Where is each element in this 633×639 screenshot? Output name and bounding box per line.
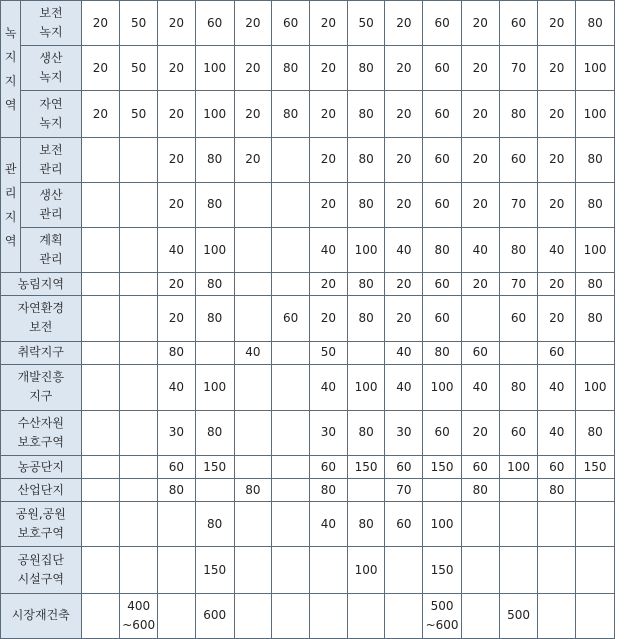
- ratio-cell: 600: [195, 593, 234, 638]
- ratio-cell: 70: [385, 479, 423, 502]
- ratio-cell: 20: [158, 137, 196, 182]
- ratio-cell: 20: [461, 1, 499, 46]
- ratio-cell: 20: [385, 91, 423, 137]
- ratio-cell: 60: [423, 46, 462, 91]
- ratio-cell: 100: [195, 91, 234, 137]
- ratio-cell: 40: [234, 341, 272, 364]
- ratio-cell: 30: [310, 410, 348, 455]
- ratio-cell: 80: [576, 182, 615, 227]
- ratio-cell: 80: [272, 46, 310, 91]
- ratio-cell: 60: [158, 456, 196, 479]
- zone-row-label: 자연 녹지: [21, 91, 81, 137]
- ratio-cell: 70: [499, 46, 538, 91]
- ratio-cell: 20: [234, 91, 272, 137]
- ratio-cell: 20: [538, 1, 576, 46]
- ratio-cell: 70: [499, 182, 538, 227]
- table-row: [1, 1, 615, 46]
- ratio-cell: 50: [120, 91, 158, 137]
- ratio-cell: 20: [538, 137, 576, 182]
- ratio-cell: 80: [195, 137, 234, 182]
- ratio-cell: 40: [461, 228, 499, 273]
- zone-row-label: 산업단지: [1, 479, 82, 502]
- ratio-cell: 70: [499, 273, 538, 296]
- ratio-cell: 20: [310, 137, 348, 182]
- ratio-cell: [120, 547, 158, 593]
- ratio-cell: 100: [576, 46, 615, 91]
- ratio-cell: 80: [347, 182, 385, 227]
- zone-row-label: 보전 녹지: [21, 1, 81, 46]
- ratio-cell: [120, 456, 158, 479]
- ratio-cell: 20: [158, 296, 196, 341]
- zone-row-label: 공원,공원 보호구역: [1, 502, 82, 547]
- ratio-cell: [347, 593, 385, 638]
- table-row: [1, 91, 615, 137]
- ratio-cell: [234, 273, 272, 296]
- ratio-cell: [234, 182, 272, 227]
- ratio-cell: [272, 456, 310, 479]
- ratio-cell: [120, 410, 158, 455]
- ratio-cell: 80: [195, 182, 234, 227]
- ratio-cell: 20: [158, 182, 196, 227]
- ratio-cell: [81, 456, 120, 479]
- ratio-cell: [272, 593, 310, 638]
- ratio-cell: [385, 593, 423, 638]
- ratio-cell: 40: [385, 228, 423, 273]
- ratio-cell: [576, 593, 615, 638]
- ratio-cell: [310, 547, 348, 593]
- ratio-cell: 20: [310, 182, 348, 227]
- ratio-cell: [272, 502, 310, 547]
- ratio-cell: 20: [385, 273, 423, 296]
- table-row: [1, 273, 615, 296]
- ratio-cell: 80: [310, 479, 348, 502]
- ratio-cell: [499, 502, 538, 547]
- table-row: [1, 547, 615, 593]
- ratio-cell: 20: [385, 137, 423, 182]
- ratio-cell: [576, 479, 615, 502]
- ratio-cell: 80: [347, 137, 385, 182]
- ratio-cell: [234, 410, 272, 455]
- ratio-cell: [576, 502, 615, 547]
- ratio-cell: 20: [81, 46, 120, 91]
- ratio-cell: 40: [385, 364, 423, 410]
- ratio-cell: [272, 410, 310, 455]
- ratio-cell: [461, 502, 499, 547]
- ratio-cell: 80: [499, 364, 538, 410]
- ratio-cell: [272, 479, 310, 502]
- ratio-cell: 20: [538, 91, 576, 137]
- ratio-cell: 20: [538, 46, 576, 91]
- ratio-cell: [120, 341, 158, 364]
- ratio-cell: [576, 341, 615, 364]
- ratio-cell: 150: [423, 547, 462, 593]
- ratio-cell: 60: [423, 1, 462, 46]
- ratio-cell: [120, 296, 158, 341]
- ratio-cell: 100: [195, 228, 234, 273]
- ratio-cell: 50: [120, 1, 158, 46]
- ratio-cell: [499, 479, 538, 502]
- ratio-cell: [234, 228, 272, 273]
- zone-row-label: 수산자원 보호구역: [1, 410, 82, 455]
- ratio-cell: 40: [158, 228, 196, 273]
- table-row: [1, 137, 615, 182]
- ratio-cell: 80: [272, 91, 310, 137]
- ratio-cell: 40: [385, 341, 423, 364]
- ratio-cell: 80: [423, 341, 462, 364]
- ratio-cell: 40: [461, 364, 499, 410]
- ratio-cell: [81, 228, 120, 273]
- ratio-cell: 80: [195, 502, 234, 547]
- ratio-cell: 20: [461, 273, 499, 296]
- table-body: [1, 1, 615, 639]
- ratio-cell: 30: [385, 410, 423, 455]
- ratio-cell: [234, 502, 272, 547]
- ratio-cell: 20: [385, 182, 423, 227]
- ratio-cell: 80: [158, 341, 196, 364]
- table-row: [1, 364, 615, 410]
- ratio-cell: 150: [347, 456, 385, 479]
- ratio-cell: [120, 182, 158, 227]
- ratio-cell: 60: [461, 456, 499, 479]
- ratio-cell: [538, 502, 576, 547]
- ratio-cell: 20: [461, 91, 499, 137]
- ratio-cell: [81, 364, 120, 410]
- ratio-cell: 80: [576, 137, 615, 182]
- ratio-cell: 80: [158, 479, 196, 502]
- ratio-cell: [81, 593, 120, 638]
- ratio-cell: [461, 296, 499, 341]
- zone-row-label: 계획 관리: [21, 228, 81, 273]
- ratio-cell: [234, 547, 272, 593]
- table-row: [1, 456, 615, 479]
- ratio-cell: 60: [499, 1, 538, 46]
- ratio-cell: 60: [499, 296, 538, 341]
- ratio-cell: 40: [538, 410, 576, 455]
- ratio-cell: [158, 502, 196, 547]
- table-row: [1, 593, 615, 638]
- ratio-cell: [272, 182, 310, 227]
- table-row: [1, 296, 615, 341]
- ratio-cell: 50: [347, 1, 385, 46]
- ratio-cell: 60: [538, 341, 576, 364]
- ratio-cell: 30: [158, 410, 196, 455]
- zone-row-label: 보전 관리: [21, 137, 81, 182]
- ratio-cell: 40: [310, 228, 348, 273]
- table-row: [1, 182, 615, 227]
- ratio-cell: 20: [538, 182, 576, 227]
- ratio-cell: 80: [347, 91, 385, 137]
- ratio-cell: [234, 296, 272, 341]
- ratio-cell: 80: [195, 296, 234, 341]
- ratio-cell: 20: [81, 91, 120, 137]
- ratio-cell: [81, 479, 120, 502]
- ratio-cell: [538, 547, 576, 593]
- ratio-cell: 20: [385, 1, 423, 46]
- ratio-cell: [158, 547, 196, 593]
- zone-row-label: 생산 녹지: [21, 46, 81, 91]
- ratio-cell: 20: [158, 1, 196, 46]
- ratio-cell: 50: [120, 46, 158, 91]
- ratio-cell: [347, 479, 385, 502]
- ratio-cell: 20: [234, 137, 272, 182]
- ratio-cell: 100: [347, 364, 385, 410]
- ratio-cell: 40: [158, 364, 196, 410]
- ratio-cell: 80: [195, 273, 234, 296]
- ratio-cell: [423, 479, 462, 502]
- ratio-cell: [81, 182, 120, 227]
- zone-row-label: 농공단지: [1, 456, 82, 479]
- ratio-cell: 80: [347, 410, 385, 455]
- ratio-cell: [272, 364, 310, 410]
- ratio-cell: [310, 593, 348, 638]
- zone-row-label: 시장재건축: [1, 593, 82, 638]
- ratio-cell: [120, 273, 158, 296]
- ratio-cell: 150: [195, 456, 234, 479]
- ratio-cell: 60: [385, 502, 423, 547]
- ratio-cell: 60: [272, 296, 310, 341]
- ratio-cell: [234, 593, 272, 638]
- ratio-cell: [347, 341, 385, 364]
- ratio-cell: 80: [234, 479, 272, 502]
- ratio-cell: 100: [499, 456, 538, 479]
- ratio-cell: [272, 273, 310, 296]
- ratio-cell: 80: [347, 296, 385, 341]
- table-row: [1, 46, 615, 91]
- ratio-cell: 20: [234, 46, 272, 91]
- ratio-cell: 60: [538, 456, 576, 479]
- ratio-cell: [234, 364, 272, 410]
- ratio-cell: 60: [423, 296, 462, 341]
- ratio-cell: [272, 137, 310, 182]
- table-row: [1, 479, 615, 502]
- ratio-cell: 80: [576, 1, 615, 46]
- ratio-cell: 80: [576, 410, 615, 455]
- ratio-cell: [499, 547, 538, 593]
- ratio-cell: [81, 273, 120, 296]
- ratio-cell: 20: [538, 273, 576, 296]
- ratio-cell: [538, 593, 576, 638]
- ratio-cell: 60: [499, 137, 538, 182]
- ratio-cell: [195, 341, 234, 364]
- ratio-cell: [272, 341, 310, 364]
- ratio-cell: 60: [385, 456, 423, 479]
- table-row: [1, 502, 615, 547]
- ratio-cell: [158, 593, 196, 638]
- ratio-cell: [234, 456, 272, 479]
- ratio-cell: 80: [538, 479, 576, 502]
- table-row: [1, 410, 615, 455]
- ratio-cell: 100: [576, 228, 615, 273]
- ratio-cell: 20: [461, 182, 499, 227]
- ratio-cell: 150: [576, 456, 615, 479]
- ratio-cell: 80: [423, 228, 462, 273]
- ratio-cell: 40: [538, 364, 576, 410]
- ratio-cell: 20: [81, 1, 120, 46]
- ratio-cell: 60: [423, 273, 462, 296]
- ratio-cell: 100: [423, 502, 462, 547]
- ratio-cell: 60: [499, 410, 538, 455]
- ratio-cell: 20: [310, 91, 348, 137]
- zone-row-label: 농림지역: [1, 273, 82, 296]
- ratio-cell: 50: [310, 341, 348, 364]
- ratio-cell: 60: [195, 1, 234, 46]
- ratio-cell: [81, 410, 120, 455]
- ratio-cell: 60: [310, 456, 348, 479]
- ratio-cell: [499, 341, 538, 364]
- ratio-cell: 100: [576, 91, 615, 137]
- ratio-cell: 60: [423, 91, 462, 137]
- ratio-cell: 60: [423, 410, 462, 455]
- ratio-cell: 80: [461, 479, 499, 502]
- ratio-cell: 80: [499, 228, 538, 273]
- ratio-cell: [81, 502, 120, 547]
- ratio-cell: 20: [158, 273, 196, 296]
- ratio-cell: [576, 547, 615, 593]
- ratio-cell: [120, 364, 158, 410]
- zone-group-label: 관 리 지 역: [1, 137, 21, 273]
- table-row: [1, 228, 615, 273]
- ratio-cell: 80: [347, 273, 385, 296]
- ratio-cell: [81, 547, 120, 593]
- zone-row-label: 공원집단 시설구역: [1, 547, 82, 593]
- ratio-cell: [195, 479, 234, 502]
- ratio-cell: 20: [461, 46, 499, 91]
- ratio-cell: 40: [310, 364, 348, 410]
- ratio-cell: 100: [195, 364, 234, 410]
- ratio-cell: [461, 593, 499, 638]
- ratio-cell: 150: [423, 456, 462, 479]
- ratio-cell: 100: [195, 46, 234, 91]
- ratio-cell: [81, 296, 120, 341]
- ratio-cell: [120, 479, 158, 502]
- ratio-cell: [120, 502, 158, 547]
- ratio-cell: 500 ~600: [423, 593, 462, 638]
- ratio-cell: 150: [195, 547, 234, 593]
- zone-group-label: 녹 지 지 역: [1, 1, 21, 138]
- zone-row-label: 개발진흥 지구: [1, 364, 82, 410]
- ratio-cell: 20: [158, 46, 196, 91]
- ratio-cell: 80: [347, 502, 385, 547]
- ratio-cell: 80: [347, 46, 385, 91]
- ratio-cell: 60: [423, 137, 462, 182]
- ratio-cell: [272, 547, 310, 593]
- ratio-cell: [461, 547, 499, 593]
- ratio-cell: 20: [310, 1, 348, 46]
- ratio-cell: 20: [461, 410, 499, 455]
- ratio-cell: [81, 137, 120, 182]
- ratio-cell: 20: [310, 296, 348, 341]
- ratio-cell: 60: [423, 182, 462, 227]
- ratio-cell: [120, 137, 158, 182]
- ratio-cell: 100: [423, 364, 462, 410]
- ratio-cell: [272, 228, 310, 273]
- ratio-cell: 80: [499, 91, 538, 137]
- ratio-cell: 20: [385, 46, 423, 91]
- ratio-cell: [385, 547, 423, 593]
- ratio-cell: 500: [499, 593, 538, 638]
- ratio-cell: 400 ~600: [120, 593, 158, 638]
- ratio-cell: 20: [234, 1, 272, 46]
- ratio-cell: [120, 228, 158, 273]
- ratio-cell: 100: [347, 228, 385, 273]
- ratio-cell: 80: [576, 296, 615, 341]
- zone-row-label: 취락지구: [1, 341, 82, 364]
- table-row: [1, 341, 615, 364]
- zone-row-label: 자연환경 보전: [1, 296, 82, 341]
- ratio-cell: 60: [272, 1, 310, 46]
- ratio-cell: 80: [195, 410, 234, 455]
- ratio-cell: 100: [576, 364, 615, 410]
- ratio-cell: 80: [576, 273, 615, 296]
- ratio-cell: 40: [538, 228, 576, 273]
- ratio-cell: 40: [310, 502, 348, 547]
- ratio-cell: 20: [385, 296, 423, 341]
- zone-row-label: 생산 관리: [21, 182, 81, 227]
- ratio-cell: 20: [310, 273, 348, 296]
- ratio-cell: 20: [310, 46, 348, 91]
- ratio-cell: [81, 341, 120, 364]
- ratio-cell: 60: [461, 341, 499, 364]
- ratio-cell: 100: [347, 547, 385, 593]
- ratio-cell: 20: [538, 296, 576, 341]
- ratio-cell: 20: [461, 137, 499, 182]
- ratio-cell: 20: [158, 91, 196, 137]
